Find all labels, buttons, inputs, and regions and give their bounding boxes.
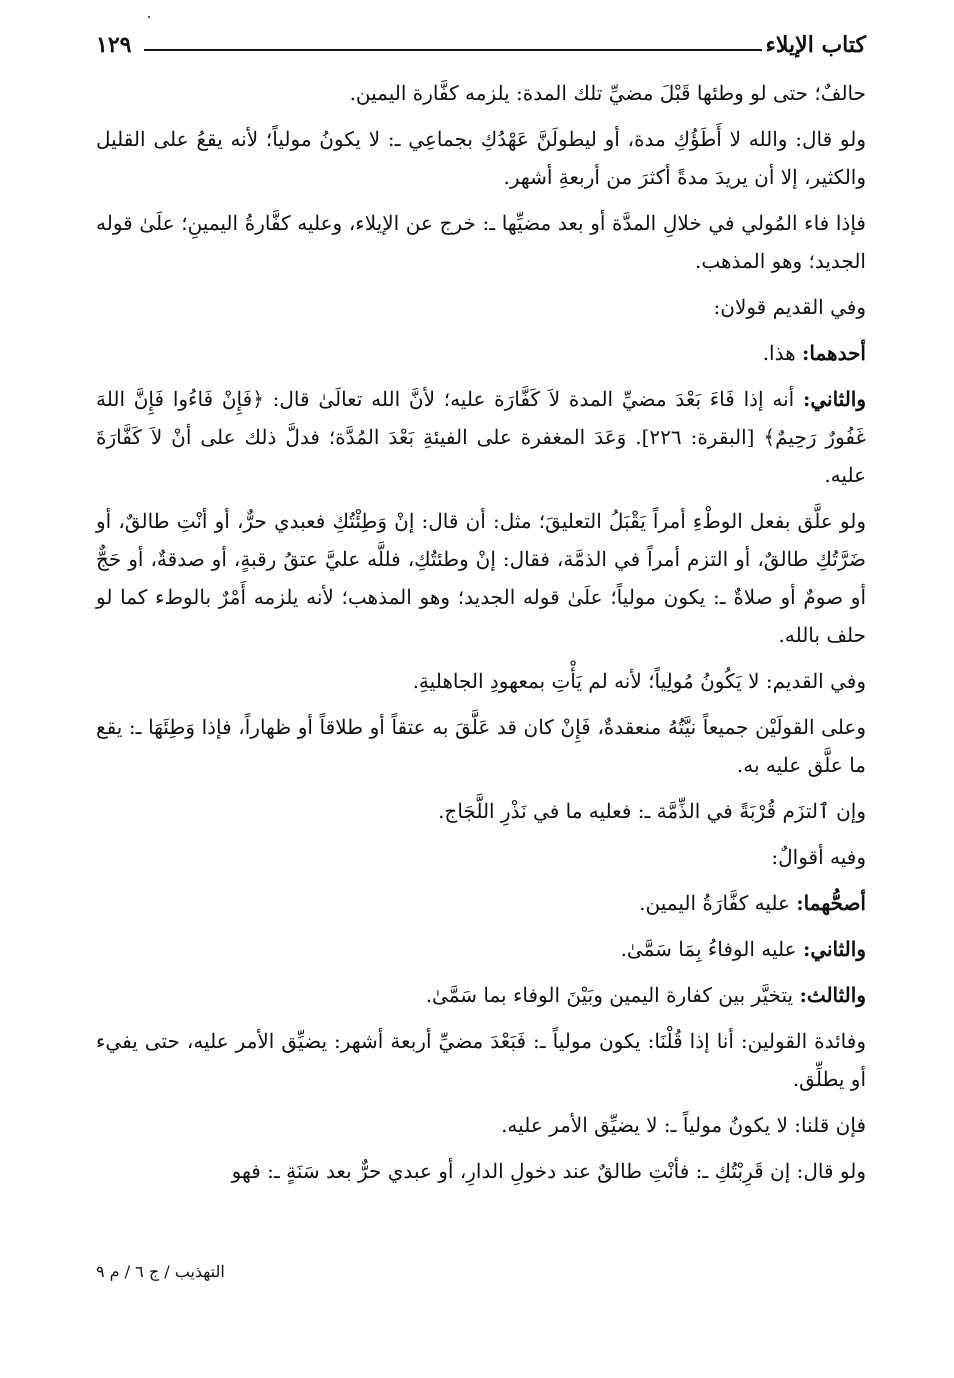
page-header	[96, 28, 866, 68]
paragraph-text: وفائدة القولين: أنا إذا قُلْنَا: يكون مولياً ـ: فَبَعْدَ مضيِّ أربعة أشهر: يضيِّق الأمر عليه، حتى يفيء أو يطلِّق.	[96, 1029, 866, 1091]
paragraph	[96, 502, 866, 654]
paragraph	[96, 288, 866, 326]
paragraph-text: فإن قلنا: لا يكونُ مولياً ـ: لا يضيِّق الأمر عليه.	[501, 1113, 866, 1137]
paragraph	[96, 792, 866, 830]
paragraph	[96, 662, 866, 700]
header-rule	[144, 49, 762, 51]
paragraph-text: أنه إذا فَاءَ بَعْدَ مضيِّ المدة لاَ كَفَّارَة عليه؛ لأنَّ الله تعالَىٰ قال: ﴿فَإِنْ فَاءُوا فَإِنَّ اللهَ غَفُورٌ رَحِيمٌ﴾ [البقرة: ٢٢٦]. وَعَدَ المغفرة على الفيئةِ بَعْدَ المُدَّة؛ فدلَّ ذلك على أنْ لاَ كَفَّارَةَ عليه.	[96, 387, 866, 487]
page-number: ١٢٩	[96, 32, 132, 58]
paragraph-label: أصحُّهما:	[796, 891, 866, 915]
paragraph-text: ولو قال: إن قَرِبْتُكِ ـ: فأنْتِ طالقٌ عند دخولِ الدارِ، أو عبدي حرٌّ بعد سَنَةٍ ـ: فهو	[231, 1159, 866, 1183]
paragraph	[96, 120, 866, 196]
paragraph-label: والثاني:	[802, 387, 867, 411]
paragraph-text: يتخيَّر بين كفارة اليمين وبَيْنَ الوفاء بما سَمَّىٰ.	[425, 983, 800, 1007]
paragraph	[96, 838, 866, 876]
paragraph	[96, 930, 866, 968]
paragraph	[96, 1152, 866, 1190]
paragraph-text: عليه كفَّارَةُ اليمين.	[639, 891, 797, 915]
paragraph	[96, 1106, 866, 1144]
paragraph	[96, 334, 866, 372]
paragraph	[96, 204, 866, 280]
paragraph-text: حالفٌ؛ حتى لو وطئها قَبْلَ مضيِّ تلك المدة: يلزمه كفَّارة اليمين.	[349, 81, 866, 105]
paragraph-label: والثاني:	[802, 937, 866, 961]
paragraph	[96, 380, 866, 494]
paragraph-label: والثالث:	[799, 983, 866, 1007]
paragraph	[96, 976, 866, 1014]
paragraph	[96, 1022, 866, 1098]
paragraph-text: هذا.	[762, 341, 802, 365]
paragraph-text: ولو قال: والله لا أَطَؤُكِ مدة، أو ليطولَنَّ عَهْدُكِ بجماعِي ـ: لا يكونُ مولياً؛ لأنه يقعُ على القليل والكثير، إلا أن يريدَ مدةً أكثرَ من أربعةِ أشهر.	[96, 127, 866, 189]
paragraph-text: وفيه أقوالٌ:	[771, 845, 866, 869]
running-title: كتاب الإيلاء	[765, 32, 866, 58]
paragraph-text: وعلى القولَيْن جميعاً نيَّتُهُ منعقدةٌ، فَإِنْ كان قد عَلَّقَ به عتقاً أو طلاقاً أو ظهاراً، فإذا وَطِئَهَا ـ: يقع ما علَّق عليه به.	[96, 715, 866, 777]
paragraph-text: وفي القديم: لا يَكُونُ مُولِياً؛ لأنه لم يَأْتِ بمعهودِ الجاهليةِ.	[412, 669, 866, 693]
paragraph	[96, 74, 866, 112]
paragraph	[96, 884, 866, 922]
paragraph-text: عليه الوفاءُ بِمَا سَمَّىٰ.	[620, 937, 803, 961]
paragraph-label: أحدهما:	[801, 341, 866, 365]
paragraph-text: وإن ٱلتزَم قُرْبَةً في الذِّمَّة ـ: فعليه ما في نَذْرِ اللَّجَاج.	[438, 799, 866, 823]
signature-mark: التهذيب / ج ٦ / م ٩	[96, 1262, 225, 1281]
paragraph-text: وفي القديم قولان:	[713, 295, 866, 319]
paragraph-text: ولو علَّق بفعل الوطْءِ أمراً يَقْبَلُ التعليقَ؛ مثل: أن قال: إنْ وَطِئْتُكِ فعبدي حرٌّ، أو أنْتِ طالقٌ، أو ضَرَّتُكِ طالقٌ، أو التزم أمراً في الذمَّة، فقال: إنْ وطئتُكِ، فللَّه عليَّ عتقُ رقبةٍ، أو صدقةٌ، أو حَجٌّ أو صومٌ أو صلاةٌ ـ: يكون مولياً؛ علَىٰ قوله الجديد؛ وهو المذهب؛ لأنه يلزمه أَمْرٌ بالوطء كما لو حلف بالله.	[96, 509, 866, 647]
paragraph	[96, 708, 866, 784]
ink-speck	[148, 16, 150, 18]
paragraph-text: فإذا فاء المُولي في خلالِ المدَّة أو بعد مضيِّها ـ: خرج عن الإيلاء، وعليه كفَّارةُ اليمينِ؛ علَىٰ قوله الجديد؛ وهو المذهب.	[96, 211, 866, 273]
page-body	[96, 74, 866, 1198]
